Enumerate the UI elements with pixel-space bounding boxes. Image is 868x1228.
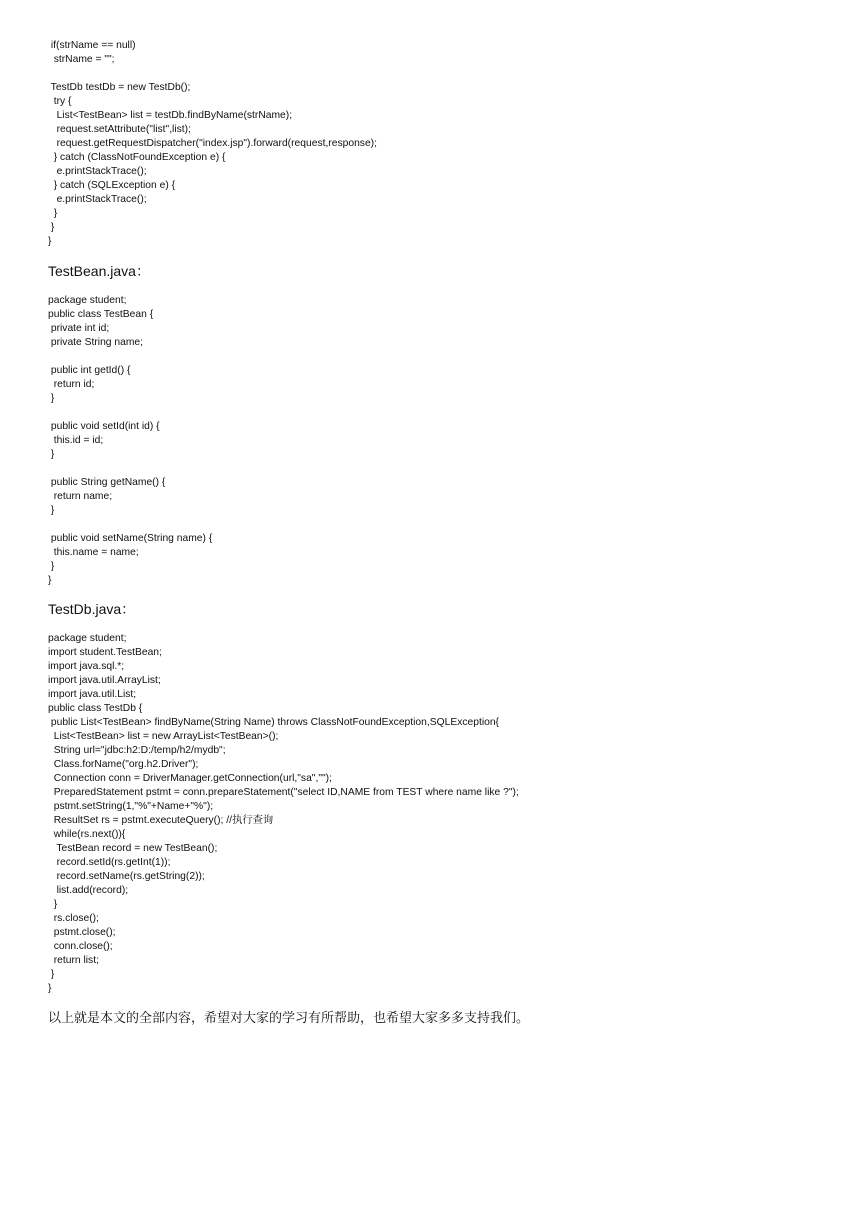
code-line: list.add(record); (48, 885, 129, 896)
code-line: this.id = id; (48, 435, 104, 446)
code-line: e.printStackTrace(); (48, 194, 147, 205)
code-line: TestBean record = new TestBean(); (48, 843, 218, 854)
code-line: pstmt.setString(1,"%"+Name+"%"); (48, 801, 214, 812)
code-block-servlet (48, 39, 377, 249)
code-line: import java.sql.*; (48, 661, 125, 672)
code-line: ResultSet rs = pstmt.executeQuery(); //执行查询 (48, 815, 274, 826)
code-line: } catch (ClassNotFoundException e) { (48, 152, 226, 163)
code-line: return list; (48, 955, 99, 966)
code-line: } (48, 208, 58, 219)
code-line: public class TestDb { (48, 703, 143, 714)
code-line: record.setId(rs.getInt(1)); (48, 857, 171, 868)
code-line: try { (48, 96, 72, 107)
code-line: } (48, 505, 55, 516)
code-line: package student; (48, 633, 127, 644)
code-line: } (48, 393, 55, 404)
code-line: private int id; (48, 323, 110, 334)
code-line (48, 518, 212, 532)
heading-testdb: TestDb.java： (48, 601, 136, 617)
code-line: Class.forName("org.h2.Driver"); (48, 759, 199, 770)
code-line: import student.TestBean; (48, 647, 162, 658)
code-line: public void setId(int id) { (48, 421, 160, 432)
code-line: public void setName(String name) { (48, 533, 213, 544)
code-line: public class TestBean { (48, 309, 154, 320)
code-line (48, 406, 212, 420)
code-line: this.name = name; (48, 547, 139, 558)
code-line: package student; (48, 295, 127, 306)
code-line: List<TestBean> list = new ArrayList<TestBean>(); (48, 731, 279, 742)
code-line: String url="jdbc:h2:D:/temp/h2/mydb"; (48, 745, 226, 756)
code-block-testbean (48, 294, 212, 588)
code-line: PreparedStatement pstmt = conn.prepareStatement("select ID,NAME from TEST where name like ?"); (48, 787, 519, 798)
code-line: while(rs.next()){ (48, 829, 126, 840)
code-line: conn.close(); (48, 941, 113, 952)
code-line: TestDb testDb = new TestDb(); (48, 82, 191, 93)
code-line: } (48, 899, 58, 910)
heading-testbean: TestBean.java： (48, 263, 150, 279)
code-line: import java.util.ArrayList; (48, 675, 161, 686)
code-line: } (48, 969, 55, 980)
code-line: } (48, 561, 55, 572)
code-line: } (48, 575, 52, 586)
code-line: strName = ""; (48, 54, 115, 65)
code-line: public String getName() { (48, 477, 166, 488)
code-line: rs.close(); (48, 913, 99, 924)
code-line: request.getRequestDispatcher("index.jsp").forward(request,response); (48, 138, 377, 149)
code-line: e.printStackTrace(); (48, 166, 147, 177)
code-line: private String name; (48, 337, 144, 348)
closing-text: 以上就是本文的全部内容，希望对大家的学习有所帮助，也希望大家多多支持我们。 (48, 1011, 530, 1026)
code-block-testdb (48, 632, 519, 996)
code-line: return name; (48, 491, 113, 502)
code-line: Connection conn = DriverManager.getConnection(url,"sa",""); (48, 773, 332, 784)
code-line: pstmt.close(); (48, 927, 116, 938)
code-line: } (48, 222, 55, 233)
code-line: record.setName(rs.getString(2)); (48, 871, 205, 882)
code-line: public int getId() { (48, 365, 131, 376)
code-line: request.setAttribute("list",list); (48, 124, 191, 135)
code-line: } (48, 449, 55, 460)
code-line: List<TestBean> list = testDb.findByName(strName); (48, 110, 293, 121)
code-line: import java.util.List; (48, 689, 137, 700)
code-line: public List<TestBean> findByName(String Name) throws ClassNotFoundException,SQLException{ (48, 717, 499, 728)
code-line: } (48, 983, 52, 994)
code-line (48, 462, 212, 476)
code-line (48, 350, 212, 364)
code-line: if(strName == null) (48, 40, 136, 51)
code-line: return id; (48, 379, 95, 390)
code-line: } (48, 236, 52, 247)
code-line: } catch (SQLException e) { (48, 180, 176, 191)
code-line (48, 67, 377, 81)
